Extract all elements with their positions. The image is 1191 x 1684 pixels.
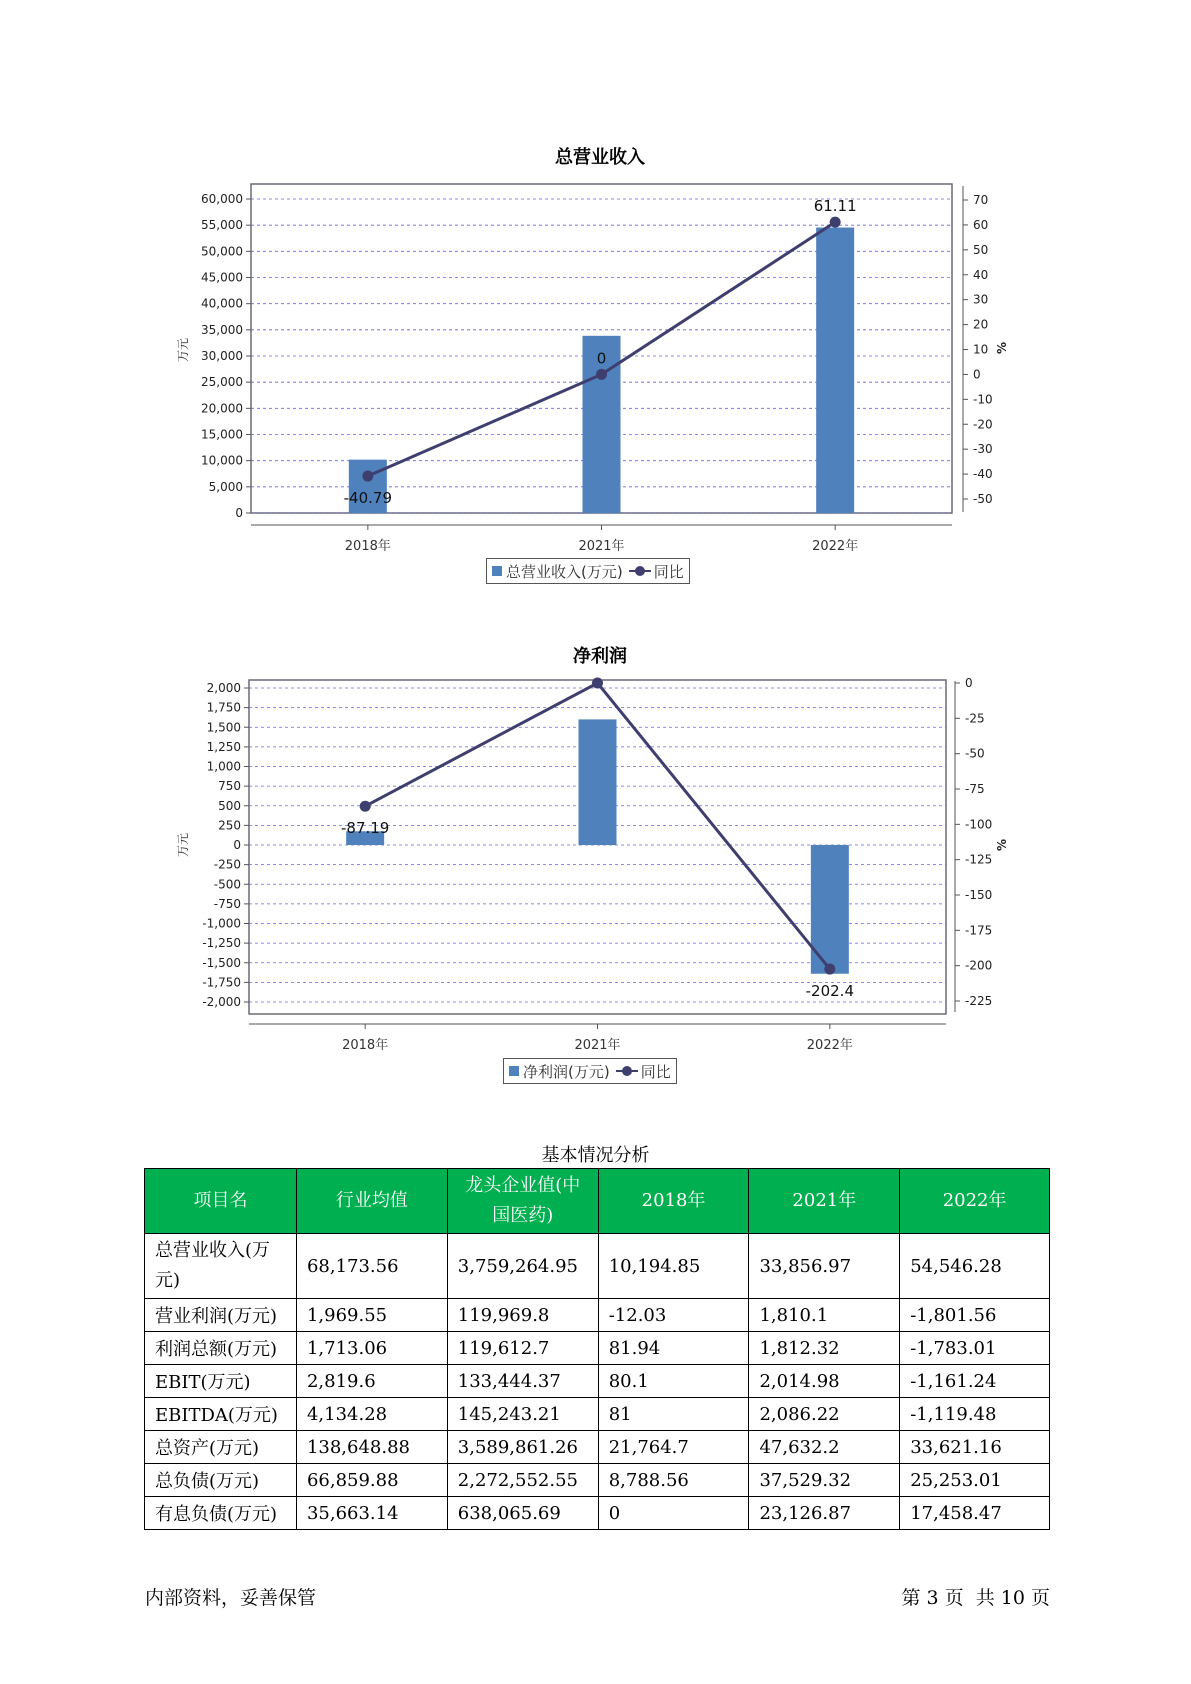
x-tick-label: 2022年: [812, 539, 859, 554]
table-row: [145, 1234, 1050, 1299]
y-tick-label: 1,750: [206, 700, 241, 715]
y-tick-label: -1,000: [202, 916, 241, 931]
y2-axis-title: %: [995, 341, 1009, 355]
y2-tick-label: -50: [965, 746, 985, 761]
table-row: [145, 1299, 1050, 1332]
y2-tick-label: 40: [973, 267, 989, 282]
table-cell: -1,119.48: [900, 1398, 1050, 1431]
table-header-row: [145, 1169, 1050, 1234]
y2-tick-label: 0: [965, 676, 973, 690]
data-label: -87.19: [340, 819, 390, 838]
chart1-title: 总营业收入: [555, 147, 645, 168]
table-row: [145, 1497, 1050, 1530]
y-tick-label: 15,000: [201, 427, 243, 442]
table-cell: 0: [598, 1497, 749, 1530]
y2-tick-label: -40: [973, 467, 993, 482]
yoy-point: [824, 964, 835, 975]
y-tick-label: 1,500: [206, 720, 241, 735]
y-tick-label: 35,000: [201, 322, 243, 337]
table-cell: 119,612.7: [447, 1332, 598, 1365]
y2-tick-label: -100: [965, 817, 993, 832]
data-label: -202.4: [805, 982, 855, 1001]
x-tick-label: 2018年: [344, 539, 391, 554]
bar-swatch-icon: [509, 1066, 519, 1076]
x-tick-label: 2021年: [578, 539, 625, 554]
y2-axis-title: %: [995, 838, 1009, 852]
x-tick-label: 2022年: [806, 1038, 853, 1053]
table-cell: 1,969.55: [296, 1299, 447, 1332]
table-row: [145, 1431, 1050, 1464]
y-tick-label: -750: [213, 896, 241, 911]
table-cell: 1,713.06: [296, 1332, 447, 1365]
table-row: [145, 1398, 1050, 1431]
y-tick-label: 250: [218, 818, 241, 833]
table-cell: 1,810.1: [749, 1299, 900, 1332]
row-label: EBIT(万元): [145, 1365, 297, 1398]
table-cell: 35,663.14: [296, 1497, 447, 1530]
y2-tick-label: 60: [973, 217, 989, 232]
table-cell: 4,134.28: [296, 1398, 447, 1431]
legend-bar-label: 总营业收入(万元): [506, 562, 623, 581]
y-tick-label: -250: [213, 857, 241, 872]
data-label: 61.11: [813, 197, 857, 216]
table-cell: 68,173.56: [296, 1234, 447, 1299]
chart2-legend: [503, 1058, 677, 1084]
table-cell: 8,788.56: [598, 1464, 749, 1497]
table-row: [145, 1332, 1050, 1365]
yoy-point: [360, 801, 371, 812]
data-label: 0: [596, 349, 607, 368]
table-cell: 2,272,552.55: [447, 1464, 598, 1497]
y2-tick-label: -50: [973, 492, 993, 506]
table-cell: -1,161.24: [900, 1365, 1050, 1398]
table-cell: 66,859.88: [296, 1464, 447, 1497]
confidential-note: 内部资料，妥善保管: [145, 1587, 317, 1609]
y-tick-label: 5,000: [208, 479, 243, 494]
y-tick-label: 1,250: [206, 739, 241, 754]
table-cell: 47,632.2: [749, 1431, 900, 1464]
table-row: [145, 1464, 1050, 1497]
header-cell: 2018年: [598, 1169, 749, 1234]
table-cell: 10,194.85: [598, 1234, 749, 1299]
y2-tick-label: -175: [965, 923, 993, 938]
x-tick-label: 2021年: [574, 1038, 621, 1053]
row-label: EBITDA(万元): [145, 1398, 297, 1431]
row-label: 总负债(万元): [145, 1464, 297, 1497]
y2-tick-label: 20: [973, 317, 989, 332]
table-cell: 3,589,861.26: [447, 1431, 598, 1464]
y-axis-title: 万元: [176, 337, 190, 363]
yoy-point: [592, 678, 603, 689]
y2-tick-label: -200: [965, 958, 993, 973]
line-marker-icon: [616, 1066, 638, 1076]
y2-tick-label: -30: [973, 442, 993, 457]
y-tick-label: 0: [233, 838, 241, 852]
table-cell: 25,253.01: [900, 1464, 1050, 1497]
y-tick-label: -1,500: [202, 955, 241, 970]
y-tick-label: -1,250: [202, 936, 241, 951]
header-cell: 龙头企业值(中国医药): [447, 1169, 598, 1234]
chart2-title: 净利润: [573, 646, 627, 667]
table-cell: 23,126.87: [749, 1497, 900, 1530]
table-cell: 119,969.8: [447, 1299, 598, 1332]
table-cell: 17,458.47: [900, 1497, 1050, 1530]
y-tick-label: 1,000: [206, 759, 241, 774]
y-axis-title: 万元: [176, 832, 190, 858]
table-cell: 37,529.32: [749, 1464, 900, 1497]
y-tick-label: 45,000: [201, 270, 243, 285]
y-tick-label: -1,750: [202, 975, 241, 990]
table-cell: 638,065.69: [447, 1497, 598, 1530]
y-tick-label: 2,000: [206, 681, 241, 695]
table-row: [145, 1365, 1050, 1398]
header-cell: 行业均值: [296, 1169, 447, 1234]
legend-bar-label: 净利润(万元): [523, 1062, 610, 1081]
table-cell: -1,801.56: [900, 1299, 1050, 1332]
y2-tick-label: 0: [973, 367, 981, 382]
table-cell: 81.94: [598, 1332, 749, 1365]
legend-line-label: 同比: [640, 1062, 671, 1081]
y2-tick-label: 70: [973, 193, 989, 207]
bar: [579, 719, 617, 845]
y-tick-label: 500: [218, 798, 241, 813]
table-cell: 1,812.32: [749, 1332, 900, 1365]
y2-tick-label: -25: [965, 711, 985, 726]
table-cell: 2,014.98: [749, 1365, 900, 1398]
y-tick-label: 25,000: [201, 375, 243, 390]
y-tick-label: 50,000: [201, 244, 243, 259]
y-tick-label: -2,000: [202, 995, 241, 1009]
table-title: 基本情况分析: [541, 1145, 650, 1166]
table-cell: -12.03: [598, 1299, 749, 1332]
y-tick-label: 0: [235, 506, 243, 520]
row-label: 营业利润(万元): [145, 1299, 297, 1332]
table-cell: 145,243.21: [447, 1398, 598, 1431]
row-label: 利润总额(万元): [145, 1332, 297, 1365]
row-label: 有息负债(万元): [145, 1497, 297, 1530]
y2-tick-label: -125: [965, 852, 993, 867]
table-cell: -1,783.01: [900, 1332, 1050, 1365]
y-tick-label: 10,000: [201, 453, 243, 468]
basic-analysis-table: [144, 1168, 1050, 1530]
y2-tick-label: -150: [965, 888, 993, 902]
data-label: -40.79: [343, 489, 393, 508]
table-cell: 33,621.16: [900, 1431, 1050, 1464]
y-tick-label: 60,000: [201, 192, 243, 206]
table-cell: 80.1: [598, 1365, 749, 1398]
y2-tick-label: -20: [973, 417, 993, 432]
table-cell: 54,546.28: [900, 1234, 1050, 1299]
table-cell: 3,759,264.95: [447, 1234, 598, 1299]
y2-tick-label: 30: [973, 292, 989, 307]
header-cell: 2021年: [749, 1169, 900, 1234]
table-cell: 138,648.88: [296, 1431, 447, 1464]
y2-tick-label: -75: [965, 782, 985, 796]
legend-line-label: 同比: [653, 562, 684, 581]
table-cell: 133,444.37: [447, 1365, 598, 1398]
y-tick-label: 30,000: [201, 349, 243, 363]
y2-tick-label: 10: [973, 342, 989, 357]
y-tick-label: 55,000: [201, 218, 243, 233]
header-cell: 项目名: [145, 1169, 297, 1234]
table-cell: 2,086.22: [749, 1398, 900, 1431]
table-cell: 21,764.7: [598, 1431, 749, 1464]
y2-tick-label: -225: [965, 994, 993, 1008]
y-tick-label: 40,000: [201, 296, 243, 311]
row-label: 总资产(万元): [145, 1431, 297, 1464]
y-tick-label: -500: [213, 877, 241, 892]
y-tick-label: 20,000: [201, 401, 243, 416]
y2-tick-label: 50: [973, 242, 989, 257]
x-tick-label: 2018年: [342, 1038, 389, 1053]
header-cell: 2022年: [900, 1169, 1050, 1234]
table-cell: 33,856.97: [749, 1234, 900, 1299]
table-cell: 2,819.6: [296, 1365, 447, 1398]
table-cell: 81: [598, 1398, 749, 1431]
y2-tick-label: -10: [973, 392, 993, 407]
row-label: 总营业收入(万元): [145, 1234, 297, 1299]
y-tick-label: 750: [218, 779, 241, 794]
page-number: 第 3 页 共 10 页: [901, 1587, 1050, 1609]
